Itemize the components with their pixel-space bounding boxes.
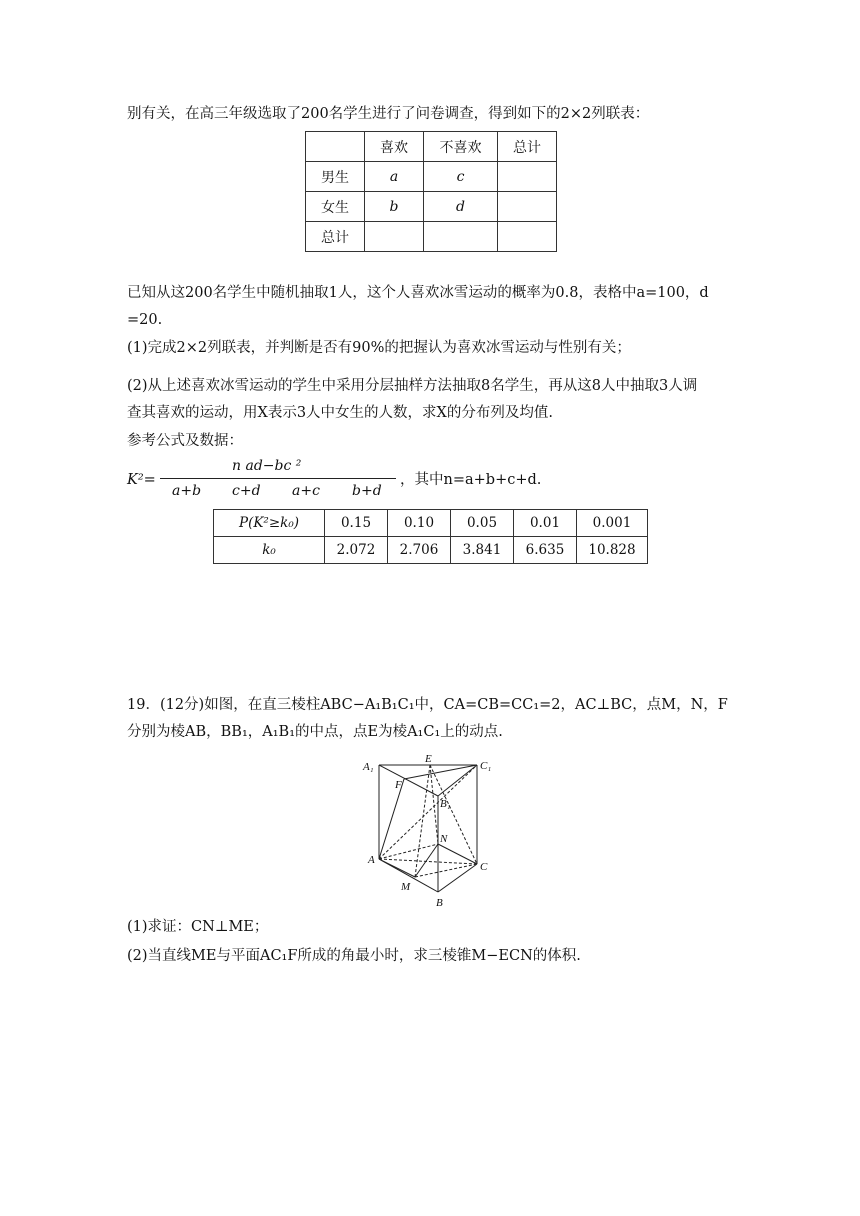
label-C: C (480, 861, 488, 873)
problem-19-line-2: 分别为棱AB，BB₁，A₁B₁的中点，点E为棱A₁C₁上的动点. (127, 724, 503, 740)
problem-19-line-1: 19．(12分)如图，在直三棱柱ABC−A₁B₁C₁中，CA=CB=CC₁=2，AC⊥BC，点M，N，F (127, 697, 728, 713)
question-2-line-2: 查其喜欢的运动，用X表示3人中女生的人数，求X的分布列及均值. (127, 405, 553, 421)
k2-row-label: k₀ (214, 537, 325, 564)
ct-row-label: 女生 (306, 192, 365, 222)
problem-19-question-1: (1)求证：CN⊥ME； (127, 919, 269, 935)
ct-header-total: 总计 (498, 132, 557, 162)
k2-cell: 0.001 (577, 510, 648, 537)
label-F: F (395, 779, 402, 791)
ct-cell (365, 222, 424, 252)
k2-cell: 0.15 (325, 510, 388, 537)
k2-cell: 0.05 (451, 510, 514, 537)
ct-cell (498, 222, 557, 252)
k2-cell: 10.828 (577, 537, 648, 564)
k2-cell: 2.072 (325, 537, 388, 564)
formula-denominator-2: c+d (232, 483, 261, 499)
formula-fraction-bar (160, 478, 396, 479)
ct-cell: c (424, 162, 498, 192)
k2-row-label: P(K²≥k₀) (214, 510, 325, 537)
question-2-line-1: (2)从上述喜欢冰雪运动的学生中采用分层抽样方法抽取8名学生，再从这8人中抽取3人调 (127, 378, 698, 394)
ct-header-empty (306, 132, 365, 162)
contingency-table (305, 131, 557, 252)
ct-cell: b (365, 192, 424, 222)
label-N: N (440, 833, 448, 845)
ct-row-label: 男生 (306, 162, 365, 192)
k2-table (213, 509, 648, 564)
prism-figure (360, 752, 505, 912)
ct-cell: d (424, 192, 498, 222)
k2-cell: 6.635 (514, 537, 577, 564)
k2-cell: 0.01 (514, 510, 577, 537)
ct-row-label: 总计 (306, 222, 365, 252)
given-line-1: 已知从这200名学生中随机抽取1人，这个人喜欢冰雪运动的概率为0.8，表格中a=100，d (127, 285, 709, 301)
label-A1: A₁ (363, 761, 374, 773)
ct-cell: a (365, 162, 424, 192)
label-M: M (401, 881, 411, 893)
ct-header-like: 喜欢 (365, 132, 424, 162)
reference-label: 参考公式及数据： (127, 433, 243, 449)
label-B: B (436, 897, 443, 909)
question-1: (1)完成2×2列联表，并判断是否有90%的把握认为喜欢冰雪运动与性别有关； (127, 340, 631, 356)
ct-header-dislike: 不喜欢 (424, 132, 498, 162)
formula-tail: ，其中n=a+b+c+d. (400, 472, 542, 488)
formula-denominator-3: a+c (292, 483, 320, 499)
formula-denominator-4: b+d (352, 483, 382, 499)
k2-cell: 2.706 (388, 537, 451, 564)
given-line-2: =20. (127, 312, 163, 328)
ct-cell (498, 162, 557, 192)
intro-line: 别有关，在高三年级选取了200名学生进行了问卷调查，得到如下的2×2列联表： (127, 106, 650, 122)
formula-denominator-1: a+b (172, 483, 202, 499)
formula-lhs: K²= (127, 472, 156, 488)
formula-numerator: n ad−bc ² (232, 458, 302, 474)
k2-cell: 3.841 (451, 537, 514, 564)
label-B1: B₁ (440, 798, 451, 810)
label-C1: C₁ (480, 760, 492, 772)
ct-cell (424, 222, 498, 252)
label-A: A (368, 854, 375, 866)
ct-cell (498, 192, 557, 222)
problem-19-question-2: (2)当直线ME与平面AC₁F所成的角最小时，求三棱锥M−ECN的体积. (127, 948, 581, 964)
k2-cell: 0.10 (388, 510, 451, 537)
label-E: E (425, 753, 432, 765)
